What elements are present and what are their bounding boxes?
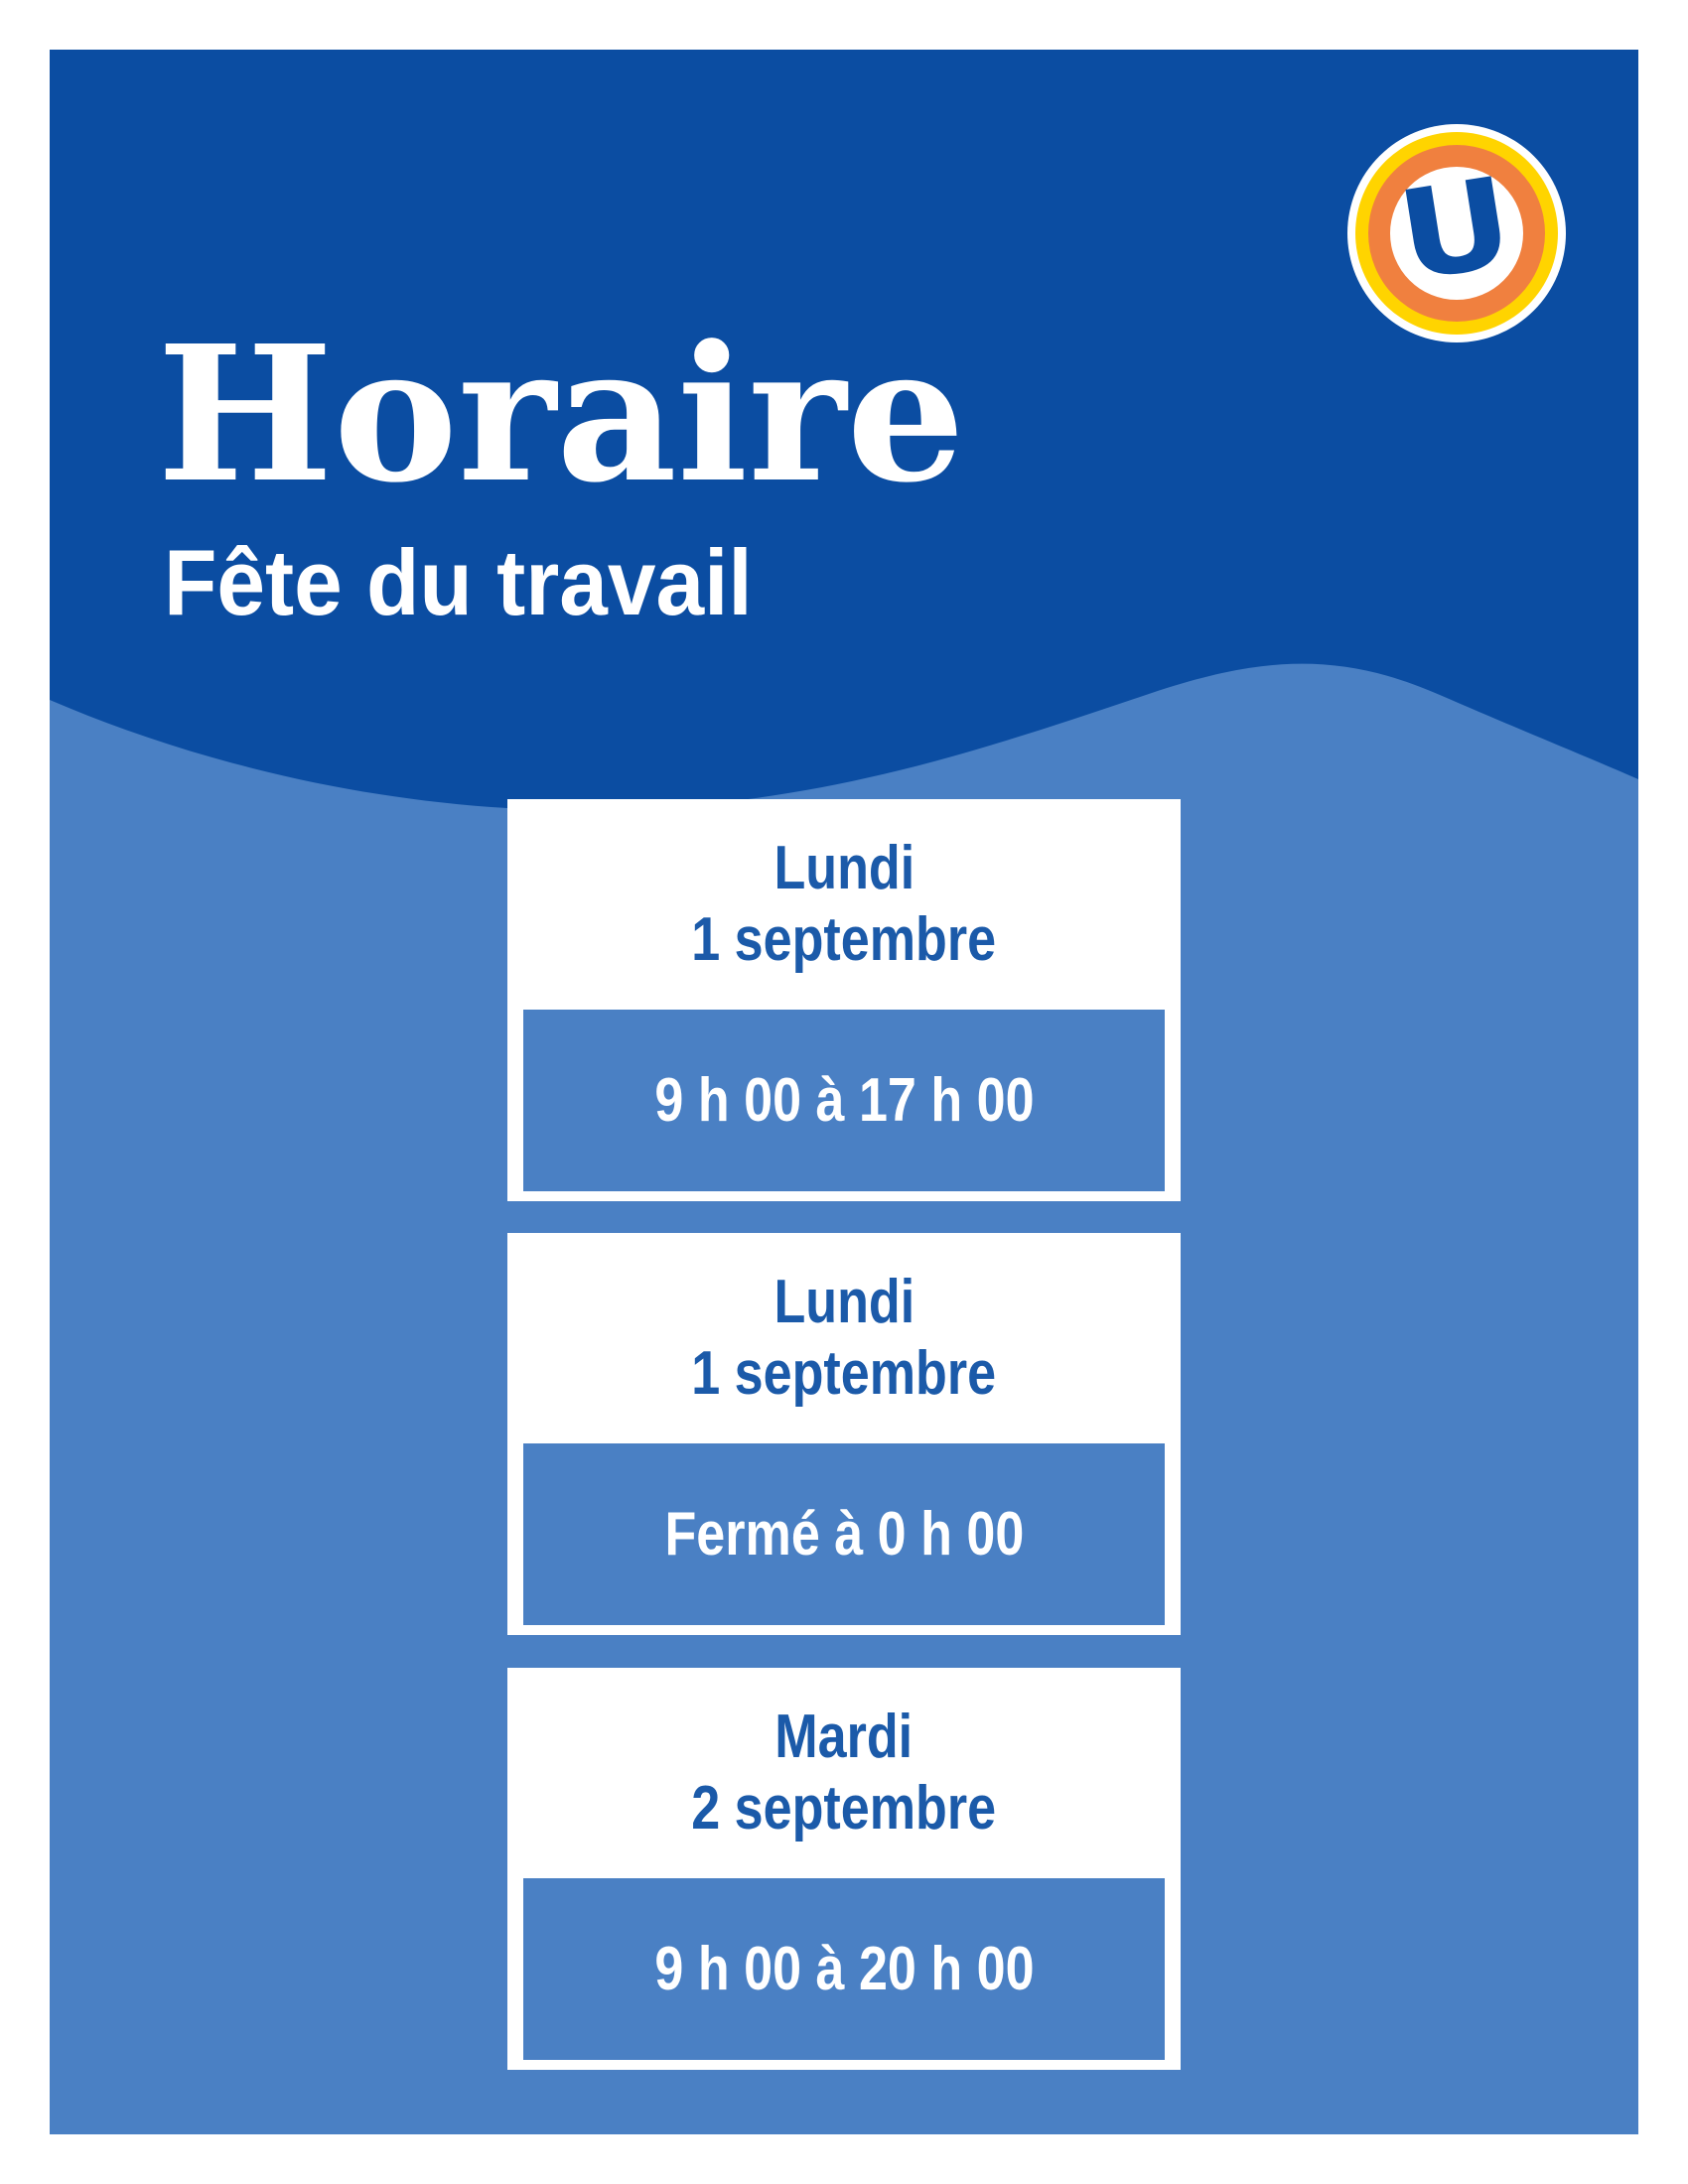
logo-yellow-ring (1355, 132, 1558, 335)
schedule-hours-panel (523, 1010, 1165, 1191)
schedule-card (507, 1668, 1181, 2070)
schedule-day: Mardi (774, 1703, 914, 1771)
schedule-card (507, 1233, 1181, 1635)
schedule-date: 1 septembre (691, 1339, 997, 1408)
schedule-date: 1 septembre (691, 905, 997, 974)
poster-title: Horaire (157, 305, 965, 524)
schedule-date: 2 septembre (691, 1774, 997, 1843)
poster-subtitle: Fête du travail (164, 530, 753, 634)
schedule-day: Lundi (774, 834, 914, 902)
schedule-card-header (507, 1233, 1181, 1443)
schedule-hours: Fermé à 0 h 00 (664, 1499, 1024, 1569)
logo-orange-ring (1368, 145, 1545, 322)
schedule-card-header (507, 799, 1181, 1010)
logo-u-letter: U (1389, 150, 1523, 309)
schedule-hours-panel (523, 1443, 1165, 1625)
schedule-card-header (507, 1668, 1181, 1878)
schedule-hours: 9 h 00 à 17 h 00 (653, 1065, 1035, 1135)
poster-background (50, 50, 1638, 2134)
schedule-day: Lundi (774, 1268, 914, 1336)
schedule-hours-panel (523, 1878, 1165, 2060)
schedule-hours: 9 h 00 à 20 h 00 (653, 1934, 1035, 2003)
logo-inner-disc (1389, 150, 1523, 309)
brand-logo (1347, 124, 1566, 342)
schedule-card (507, 799, 1181, 1201)
